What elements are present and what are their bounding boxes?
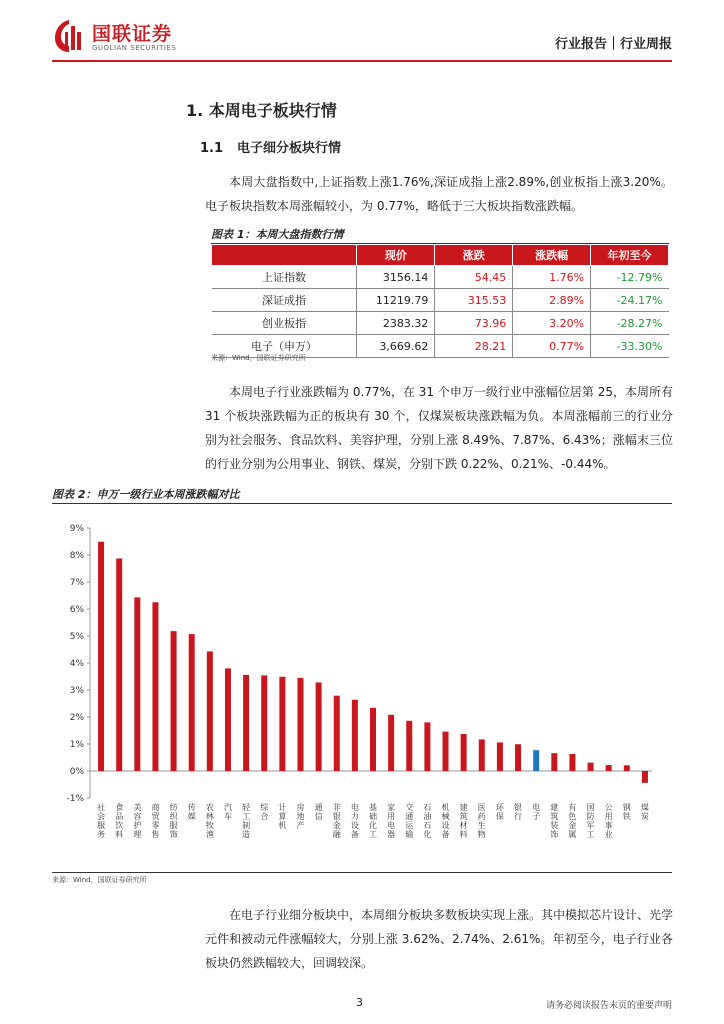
- index-price: 2383.32: [357, 312, 435, 335]
- table-header-cell: 现价: [357, 245, 435, 266]
- bar: [424, 722, 430, 771]
- bar: [406, 721, 412, 771]
- x-tick-label: 家用电器: [387, 803, 396, 839]
- footer-disclaimer: 请务必阅读报告末页的重要声明: [545, 1001, 672, 1011]
- bar: [569, 754, 575, 771]
- bar: [461, 734, 467, 771]
- index-ytd: -33.30%: [591, 335, 669, 358]
- bar: [189, 634, 195, 771]
- x-tick-label: 汽车: [223, 803, 232, 821]
- bar: [479, 739, 485, 771]
- x-tick-label: 美容护理: [133, 803, 142, 839]
- x-tick-label: 基础化工: [369, 803, 377, 839]
- table-header-cell: 年初至今: [591, 245, 669, 266]
- subsection-text: 电子细分板块行情: [237, 141, 342, 156]
- bar: [134, 597, 140, 771]
- paragraph-industry-ranking: 本周电子行业涨跌幅为 0.77%，在 31 个申万一级行业中涨幅位居第 25，本周所有 31 个板块涨跌幅为正的板块有 30 个，仅煤炭板块涨跌幅为负。本周涨幅前三的行业分别为社会服务、食品饮料、美容护理，分别上涨 8.49%、7.87%、6.43%；涨幅末三位的行业分别为公用事业、钢铁、煤炭，分别下跌 0.22%、0.21%、-0.44%。: [205, 385, 673, 471]
- bar: [388, 715, 394, 771]
- index-name: 深证成指: [212, 289, 357, 312]
- y-tick-label: 2%: [69, 713, 84, 723]
- table-header-cell: 涨跌幅: [513, 245, 591, 266]
- x-tick-label: 银行: [514, 803, 523, 821]
- bar: [624, 765, 630, 771]
- index-price: 3,669.62: [357, 335, 435, 358]
- x-tick-label: 计算机: [278, 803, 287, 830]
- table-row: [212, 312, 669, 335]
- bar: [551, 753, 557, 771]
- x-tick-label: 有色金属: [568, 803, 577, 839]
- logo-mark-icon: [52, 18, 86, 54]
- bar: [98, 542, 104, 771]
- x-tick-label: 农林牧渔: [205, 803, 214, 839]
- table-row: [212, 289, 669, 312]
- subsection-number: 1.1: [200, 141, 224, 156]
- report-type: 行业报告｜行业周报: [554, 37, 672, 52]
- index-price: 3156.14: [357, 266, 435, 289]
- bar: [533, 750, 539, 771]
- bar: [225, 668, 231, 771]
- bar: [279, 677, 285, 771]
- bar: [297, 678, 303, 771]
- x-tick-label: 国防军工: [586, 803, 595, 839]
- bar: [152, 602, 158, 771]
- index-price: 11219.79: [357, 289, 435, 312]
- x-tick-label: 医药生物: [477, 803, 486, 839]
- table1-title: 图表 1：本周大盘指数行情: [211, 226, 669, 244]
- y-tick-label: 0%: [69, 767, 84, 777]
- x-tick-label: 煤炭: [640, 803, 649, 821]
- logo-text-en: GUOLIAN SECURITIES: [92, 44, 177, 52]
- bar: [515, 744, 521, 771]
- y-tick-label: 3%: [69, 686, 84, 696]
- bar: [606, 765, 612, 771]
- page-number: 3: [356, 996, 363, 1009]
- x-tick-label: 商贸零售: [151, 803, 160, 839]
- bar: [642, 771, 648, 783]
- bar: [334, 696, 340, 771]
- index-name: 创业板指: [212, 312, 357, 335]
- x-tick-label: 食品饮料: [115, 803, 124, 839]
- y-tick-label: -1%: [66, 794, 84, 804]
- bar: [370, 708, 376, 771]
- x-tick-label: 通信: [314, 803, 323, 821]
- bar: [316, 682, 322, 771]
- x-tick-label: 房地产: [296, 803, 305, 830]
- bar: [497, 742, 503, 771]
- index-pct: 1.76%: [513, 266, 591, 289]
- x-tick-label: 建筑材料: [459, 803, 468, 839]
- index-pct: 3.20%: [513, 312, 591, 335]
- bar: [588, 763, 594, 771]
- x-tick-label: 环保: [495, 803, 504, 821]
- index-name: 上证指数: [212, 266, 357, 289]
- index-change: 73.96: [435, 312, 513, 335]
- x-tick-label: 电子: [532, 803, 541, 821]
- index-change: 28.21: [435, 335, 513, 358]
- table-header-cell: 涨跌: [435, 245, 513, 266]
- x-tick-label: 纺织服饰: [169, 803, 178, 839]
- index-ytd: -28.27%: [591, 312, 669, 335]
- x-tick-label: 建筑装饰: [550, 803, 559, 839]
- logo-text-cn: 国联证券: [92, 23, 173, 45]
- index-pct: 0.77%: [513, 335, 591, 358]
- table-row: [212, 266, 669, 289]
- index-pct: 2.89%: [513, 289, 591, 312]
- y-tick-label: 1%: [69, 740, 84, 750]
- x-tick-label: 交通运输: [405, 803, 414, 839]
- x-tick-label: 轻工制造: [242, 803, 251, 839]
- y-tick-label: 4%: [69, 659, 84, 669]
- index-change: 315.53: [435, 289, 513, 312]
- header-divider: [52, 60, 672, 62]
- index-ytd: -12.79%: [591, 266, 669, 289]
- index-name: 电子（申万）: [212, 335, 357, 358]
- x-tick-label: 综合: [260, 803, 269, 821]
- bar: [243, 675, 249, 771]
- x-tick-label: 传媒: [187, 803, 196, 821]
- bar: [261, 675, 267, 771]
- table-header-cell: [212, 245, 357, 266]
- section-title: 1. 本周电子板块行情: [186, 101, 337, 120]
- x-tick-label: 机械设备: [441, 803, 450, 839]
- industry-bar-chart: [52, 510, 672, 862]
- chart-title: 图表 2：申万一级行业本周涨跌幅对比: [52, 486, 672, 504]
- y-tick-label: 5%: [69, 632, 84, 642]
- subsection-title: [200, 137, 341, 156]
- x-tick-label: 石油石化: [423, 803, 432, 839]
- bar: [207, 651, 213, 771]
- x-tick-label: 非银金融: [332, 803, 341, 839]
- paragraph-subsector-summary: 在电子行业细分板块中，本周细分板块多数板块实现上涨。其中模拟芯片设计、光学元件和被动元件涨幅较大，分别上涨 3.62%、2.74%、2.61%。年初至今，电子行业各板块仍然跌幅较大，回调较深。: [205, 908, 674, 970]
- x-tick-label: 电力设备: [350, 803, 359, 839]
- chart-source: 来源：Wind，国联证券研究所: [52, 872, 672, 885]
- table-header-row: [212, 245, 669, 266]
- bar: [352, 700, 358, 771]
- company-logo: [52, 18, 192, 58]
- index-ytd: -24.17%: [591, 289, 669, 312]
- table1-source: 来源：Wind，国联证券研究所: [211, 354, 306, 362]
- x-tick-label: 公用事业: [604, 803, 613, 839]
- y-tick-label: 7%: [69, 578, 84, 588]
- bar: [171, 631, 177, 771]
- paragraph-market-summary: 本周大盘指数中,上证指数上涨1.76%,深证成指上涨2.89%,创业板指上涨3.20%。电子板块指数本周涨幅较小，为 0.77%，略低于三大板块指数涨跌幅。: [205, 175, 673, 213]
- x-tick-label: 钢铁: [622, 803, 631, 821]
- index-change: 54.45: [435, 266, 513, 289]
- bar: [116, 559, 122, 771]
- bar: [443, 732, 449, 771]
- x-tick-label: 社会服务: [97, 803, 106, 839]
- page-header: [0, 0, 724, 64]
- y-tick-label: 6%: [69, 605, 84, 615]
- y-tick-label: 9%: [69, 524, 84, 534]
- y-tick-label: 8%: [69, 551, 84, 561]
- index-table: [211, 244, 669, 358]
